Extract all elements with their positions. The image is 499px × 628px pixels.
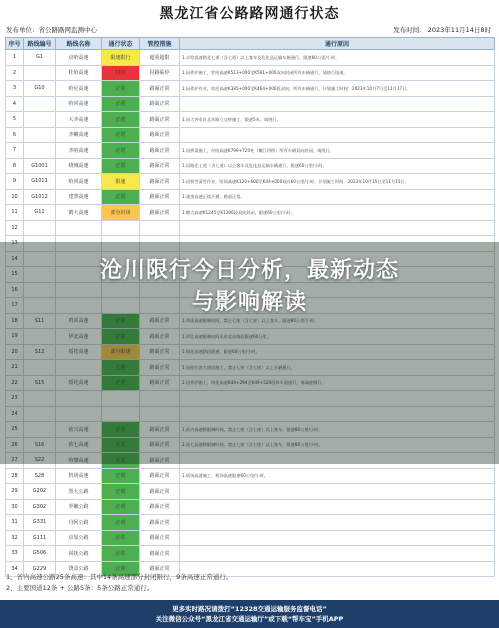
traffic-status: 正常 [102,499,140,515]
route-code: S28 [24,468,56,484]
control-measure: 路面正常 [140,453,180,469]
route-code [24,96,56,112]
status-reason: 1.因路北七道（含七道）以上客车及危化品运输车辆通行，限速60公里/小时。 [180,158,495,174]
traffic-status: 正常 [102,546,140,562]
control-measure: 路面正常 [140,530,180,546]
status-reason: 1.因大齐市区北环路立交桥施工，限速5米，请绕行。 [180,112,495,128]
route-name: 同抚公路 [56,546,102,562]
row-number: 29 [6,484,24,500]
document-header [0,0,499,22]
row-number: 14 [6,251,24,267]
row-number: 8 [6,158,24,174]
route-name: 齐哈高速 [56,143,102,159]
route-name: 牡哈高速 [56,65,102,81]
control-measure: 路面正常 [140,81,180,97]
route-code: S12 [24,344,56,360]
traffic-status: 正常 [102,81,140,97]
traffic-status: 正常 [102,189,140,205]
route-name: 依兴高速 [56,422,102,438]
headline-line-2: 与影响解读 [191,290,307,315]
publisher-label: 发布单位：省公路路网监测中心 [6,26,97,34]
row-number: 27 [6,453,24,469]
column-header-name: 路线名称 [56,38,102,50]
route-name: 大齐高速 [56,112,102,128]
traffic-status: 正常 [102,375,140,391]
route-name: 丹阿公路 [56,515,102,531]
table-row [6,515,495,531]
traffic-status: 正常 [102,437,140,453]
route-name: 建黑高速 [56,189,102,205]
route-code: G302 [24,499,56,515]
table-row [6,50,495,66]
control-measure: 路面正常 [140,515,180,531]
status-reason: 1.鹤大高速K1245至K1306段双向封闭，限速60公里/小时。 [180,205,495,221]
row-number: 33 [6,546,24,562]
control-measure: 路面正常 [140,546,180,562]
control-measure: 路面正常 [140,344,180,360]
row-number: 1 [6,50,24,66]
status-reason: 1.伊北高速限制时间出站北站路段限速60公里。 [180,329,495,345]
traffic-status: 封闭 [102,65,140,81]
traffic-status: 正常 [102,143,140,159]
row-number: 16 [6,282,24,298]
route-code: G229 [24,561,56,577]
table-header-row [6,38,495,50]
row-number: 17 [6,298,24,314]
row-number: 11 [6,205,24,221]
row-number: 22 [6,375,24,391]
status-reason [180,515,495,531]
control-measure: 路面正常 [140,499,180,515]
route-name: 黑大公路 [56,484,102,500]
control-measure: 路面正常 [140,375,180,391]
row-number: 24 [6,406,24,422]
headline-line-1: 沧川限行今日分析，最新动态 [99,258,399,283]
status-reason [180,484,495,500]
route-name: 绕城高速 [56,158,102,174]
route-name: 京哈高速 [56,50,102,66]
row-number: 30 [6,499,24,515]
document-title: 黑龙江省公路路网通行状态 [159,6,340,22]
status-reason: 1.依兴高速路限制时间，禁止七座（含七座）以上客车，限速80公里/小时。 [180,422,495,438]
route-code: G331 [24,515,56,531]
route-name: 齐嫩高速 [56,127,102,143]
control-measure: 路面正常 [140,329,180,345]
traffic-status: 正常 [102,515,140,531]
route-name: 哈同高速 [56,96,102,112]
traffic-status: 正常 [102,422,140,438]
route-name: 伊北高速 [56,329,102,345]
traffic-status: 限速 [102,174,140,190]
traffic-status: 正常 [102,484,140,500]
column-header-status: 通行状态 [102,38,140,50]
status-reason [180,96,495,112]
row-number: 18 [6,313,24,329]
control-measure: 路面正常 [140,561,180,577]
status-reason [180,546,495,562]
row-number: 28 [6,468,24,484]
row-number: 23 [6,391,24,407]
route-code: G506 [24,546,56,562]
status-reason [180,530,495,546]
route-name [56,220,102,236]
table-row [6,220,495,236]
traffic-status: 正常 [102,453,140,469]
row-number: 19 [6,329,24,345]
control-measure: 路面正常 [140,127,180,143]
route-code: G1012 [24,189,56,205]
control-measure: 路面正常 [140,360,180,376]
row-number: 5 [6,112,24,128]
control-measure: 路面正常 [140,484,180,500]
row-number: 2 [6,65,24,81]
route-code: G111 [24,530,56,546]
control-measure: 路面正常 [140,112,180,128]
traffic-status: 限速限行 [102,50,140,66]
row-number: 25 [6,422,24,438]
status-reason [180,127,495,143]
route-name: 鸡虎高速 [56,313,102,329]
publish-time: 发布时间： 2023年11月14日8时 [393,26,491,34]
row-number: 20 [6,344,24,360]
route-code: S15 [24,375,56,391]
control-measure: 路面正常 [140,422,180,438]
control-measure: 路面正常 [140,143,180,159]
route-name: 哈尼高速 [56,81,102,97]
summary-line-1: 1、省内高速公路25条高速：其中14条高速部分封闭限行，9条高速正常通行。 [6,573,233,581]
row-number: 34 [6,561,24,577]
status-reason [180,499,495,515]
route-code [24,127,56,143]
document-subheader [0,23,499,35]
footer-wechat: 关注微信公众号“黑龙江省交通运输厅”或下载“帮车宝”手机APP [155,615,344,623]
traffic-status: 正常 [102,158,140,174]
status-reason: 1.因养护作业，哈尼高速K385+000至K464+000段双向，所有车辆通行，计划施工时间：2023年10月7日至11月17日。 [180,81,495,97]
status-reason: 1.因积雪清雪作业，哈同高速K120+600至K44+000双向60公里/小时。计划施工时间：2023年10月15日至11月15日。 [180,174,495,190]
table-row [6,499,495,515]
row-number: 21 [6,360,24,376]
footer-hotline: 更多实时路况请拨打“12328交通运输服务监督电话” [172,605,327,613]
status-reason [180,220,495,236]
traffic-status: 正常 [102,360,140,376]
route-name: 哈同高速 [56,174,102,190]
row-number: 13 [6,236,24,252]
control-measure: 路面正常 [140,313,180,329]
control-measure: 路面正常 [140,189,180,205]
table-row [6,143,495,159]
route-name: 饶盖公路 [56,561,102,577]
route-code: S22 [24,453,56,469]
table-row [6,189,495,205]
control-measure: 路面正常 [140,96,180,112]
route-name: 哈肇高速 [56,453,102,469]
route-code: S16 [24,437,56,453]
table-row [6,174,495,190]
route-code: G10 [24,81,56,97]
status-reason: 1.因养护施工，牡哈高速K513+000至K561+000双向封闭所有车辆通行，请绕行国道。 [180,65,495,81]
table-row [6,205,495,221]
column-header-no: 序号 [6,38,24,50]
control-measure: 超重超限 [140,50,180,66]
traffic-status [102,220,140,236]
route-name: 依七高速 [56,437,102,453]
control-measure: 路面正常 [140,174,180,190]
traffic-status: 正常 [102,313,140,329]
route-name: 京加公路 [56,530,102,546]
route-code: G1 [24,50,56,66]
row-number: 12 [6,220,24,236]
control-measure: 路面正常 [140,205,180,221]
control-measure: 路面正常 [140,468,180,484]
route-code: G1011 [24,174,56,190]
table-row [6,112,495,128]
status-reason: 1.依七高速路限制时间，禁止七座（含七座）以上客车，限速80公里/小时。 [180,437,495,453]
traffic-status: 部分封闭 [102,205,140,221]
route-name: 鹤大高速 [56,205,102,221]
route-code: G11 [24,205,56,221]
route-code: S11 [24,313,56,329]
summary-line-2: 2、主要国道12条 + 公路5条：5条公路正常通行。 [6,584,154,592]
column-header-reason: 通行原因 [180,38,495,50]
row-number: 7 [6,143,24,159]
row-number: 3 [6,81,24,97]
status-reason: 1.鸡虎高速限制时间，禁止七座（含七座）以上客车，限速80公里/小时。 [180,313,495,329]
summary-notes [6,572,492,594]
route-code [24,65,56,81]
control-measure [140,220,180,236]
status-reason: 1.因哈尔滨大道段施工，禁止七座（含七座）以上车辆通行。 [180,360,495,376]
traffic-status: 正常 [102,329,140,345]
route-name: 罗嫩公路 [56,499,102,515]
row-number: 15 [6,267,24,283]
table-row [6,96,495,112]
route-code [24,143,56,159]
route-code: G202 [24,484,56,500]
route-name: 机场高速 [56,468,102,484]
traffic-status: 正常 [102,112,140,128]
traffic-status: 部分限速 [102,344,140,360]
column-header-measure: 管控措施 [140,38,180,50]
table-row [6,468,495,484]
table-row [6,158,495,174]
route-code [24,112,56,128]
route-code [24,220,56,236]
control-measure: 路面正常 [140,158,180,174]
route-name: 绥化高速 [56,375,102,391]
status-reason: 1.京哈高速路北七道（含七道）以上客车及危化品运输车辆通行，限速60公里/小时。 [180,50,495,66]
traffic-status: 正常 [102,530,140,546]
row-number: 31 [6,515,24,531]
table-row [6,127,495,143]
status-reason: 1.建黑高速正线开通，路面正常。 [180,189,495,205]
contact-footer [0,600,499,628]
control-measure: 路面正常 [140,437,180,453]
route-name: 绥化高速 [56,344,102,360]
row-number: 10 [6,189,24,205]
route-code: G1001 [24,158,56,174]
column-header-code: 路线编号 [24,38,56,50]
row-number: 4 [6,96,24,112]
row-number: 26 [6,437,24,453]
table-row [6,546,495,562]
status-reason: 1.因养护施工，绥化高速K49+294至K49+520段单车道通行，请减速慢行。 [180,375,495,391]
control-measure: 封路临停 [140,65,180,81]
row-number: 32 [6,530,24,546]
traffic-status: 正常 [102,127,140,143]
status-reason: 1.因桥梁施工，经哈高速K799+720处（嫩江四桥）所有车辆双向封闭，请绕行。 [180,143,495,159]
traffic-status: 正常 [102,468,140,484]
table-row [6,81,495,97]
status-reason: 1.绥化高速路段限速，限速60公里/小时。 [180,344,495,360]
table-row [6,65,495,81]
table-row [6,484,495,500]
row-number: 9 [6,174,24,190]
table-row [6,530,495,546]
status-reason: 1.机场高速施工，机场高速限速60公里/小时。 [180,468,495,484]
traffic-status: 正常 [102,561,140,577]
traffic-status: 正常 [102,96,140,112]
row-number: 6 [6,127,24,143]
